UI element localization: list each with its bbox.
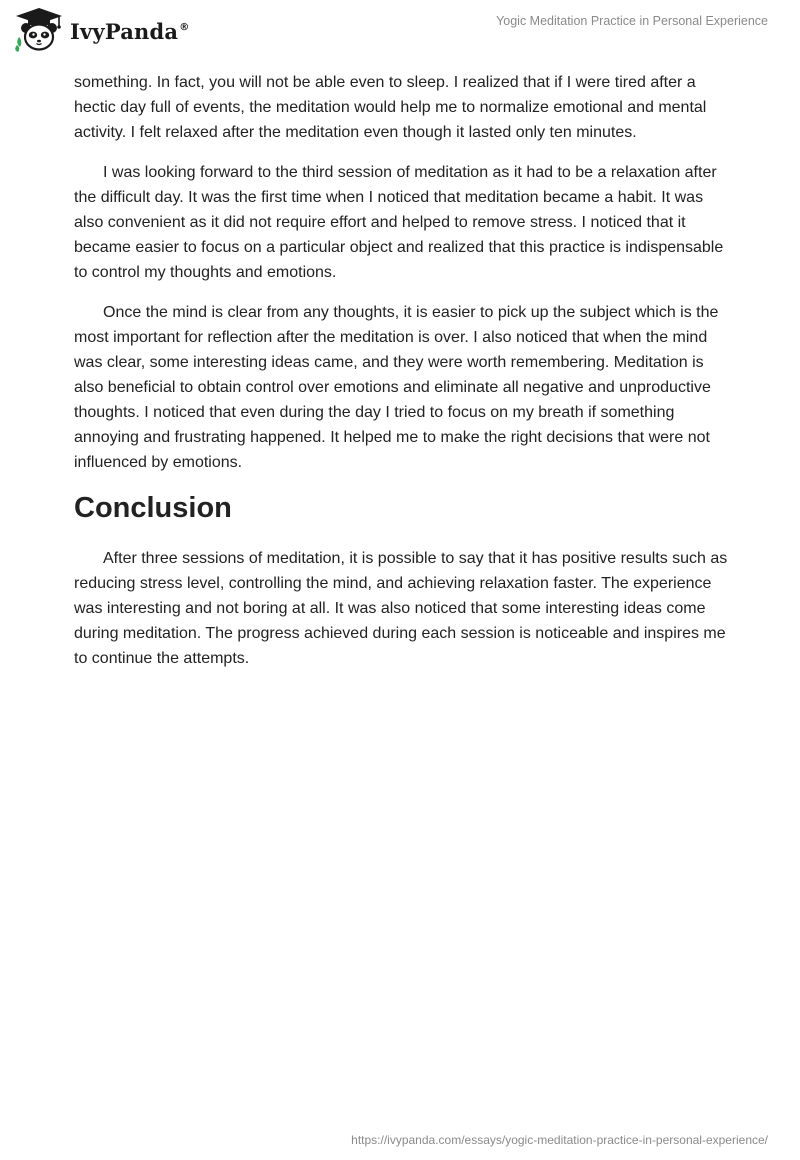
essay-content	[74, 70, 734, 686]
page-header	[0, 0, 800, 60]
logo-wordmark: IvyPanda	[70, 18, 179, 44]
conclusion-paragraph: After three sessions of meditation, it is possible to say that it has positive results such as reducing stress level, controlling the mind, and achieving relaxation faster. The experience was interesting and not boring at all. It was also noticed that some interesting ideas come during meditation. The progress achieved during each session is noticeable and inspires me to continue the attempts.	[74, 550, 728, 667]
paragraph: I was looking forward to the third session of meditation as it had to be a relaxation after the difficult day. It was the first time when I noticed that meditation became a habit. It was also convenient as it did not require effort and helped to remove stress. I noticed that it became easier to focus on a particular object and realized that this practice is indispensable to control my thoughts and emotions.	[74, 164, 724, 281]
paragraph-continued: something. In fact, you will not be able even to sleep. I realized that if I were tired after a hectic day full of events, the meditation would help me to normalize emotional and mental activity. I felt relaxed after the meditation even though it lasted only ten minutes.	[74, 74, 707, 141]
conclusion-heading: Conclusion	[74, 492, 232, 524]
paragraph: Once the mind is clear from any thoughts, it is easier to pick up the subject which is the most important for reflection after the meditation is over. I also noticed that when the mind was clear, some interesting ideas came, and they were worth remembering. Meditation is also beneficial to obtain control over emotions and eliminate all negative and unproductive thoughts. I noticed that even during the day I tried to focus on my breath if something annoying and frustrating happened. It helped me to make the right decisions that were not influenced by emotions.	[74, 304, 719, 471]
source-url-link[interactable]: https://ivypanda.com/essays/yogic-meditation-practice-in-personal-experience/	[351, 1133, 768, 1147]
panda-graduation-cap-icon	[14, 7, 64, 53]
logo-link[interactable]	[14, 6, 189, 54]
logo-text	[70, 19, 189, 44]
document-title: Yogic Meditation Practice in Personal Experience	[496, 14, 768, 28]
registered-mark: ®	[179, 21, 190, 33]
